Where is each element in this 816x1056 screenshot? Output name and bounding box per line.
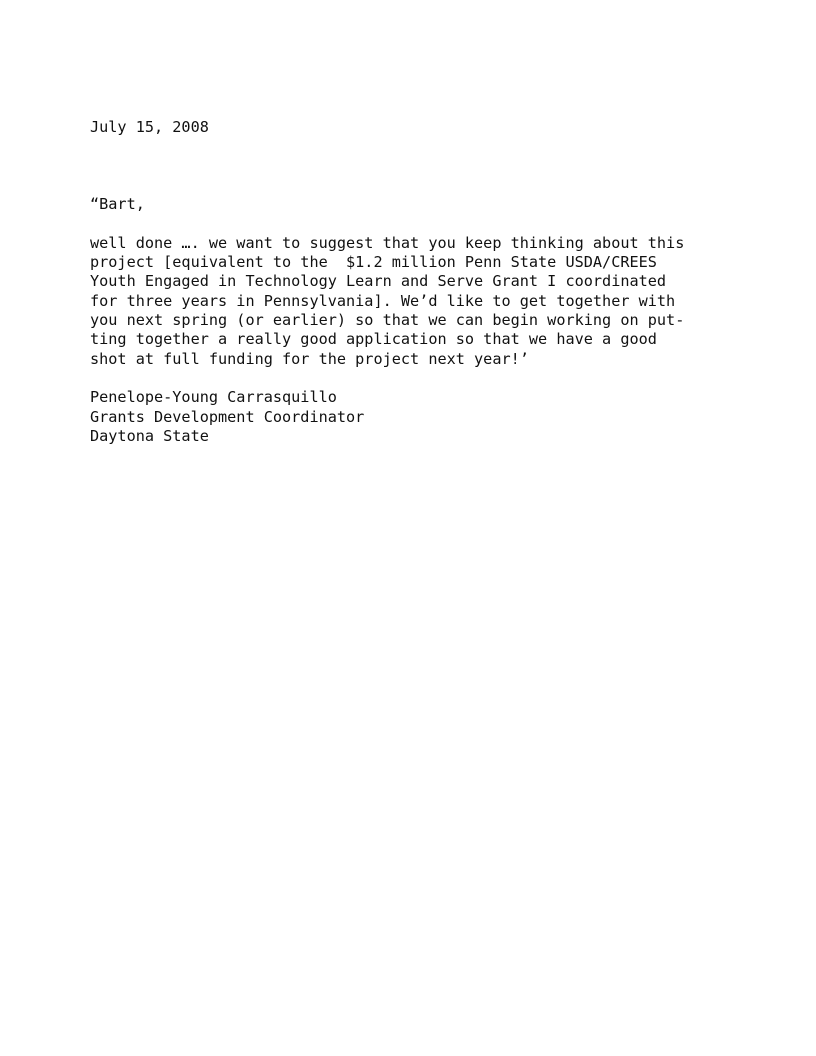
body-line: project [equivalent to the $1.2 million Penn State USDA/CREES	[90, 253, 657, 272]
salutation: “Bart,	[90, 195, 145, 214]
body-line: ting together a really good application so that we have a good	[90, 330, 657, 349]
body-line: for three years in Pennsylvania]. We’d like to get together with	[90, 291, 676, 310]
signature-title: Grants Development Coordinator	[90, 407, 365, 426]
body-line: you next spring (or earlier) so that we can begin working on put-	[90, 311, 685, 330]
body-line: well done …. we want to suggest that you keep thinking about this	[90, 233, 685, 252]
signature-organization: Daytona State	[90, 426, 209, 445]
signature-block	[90, 388, 770, 446]
body-line: Youth Engaged in Technology Learn and Serve Grant I coordinated	[90, 272, 667, 291]
signature-name: Penelope-Young Carrasquillo	[90, 388, 337, 407]
letter-date: July 15, 2008	[90, 118, 209, 136]
letter	[90, 118, 770, 446]
body-line: shot at full funding for the project next year!’	[90, 349, 529, 368]
letter-body	[90, 234, 770, 369]
